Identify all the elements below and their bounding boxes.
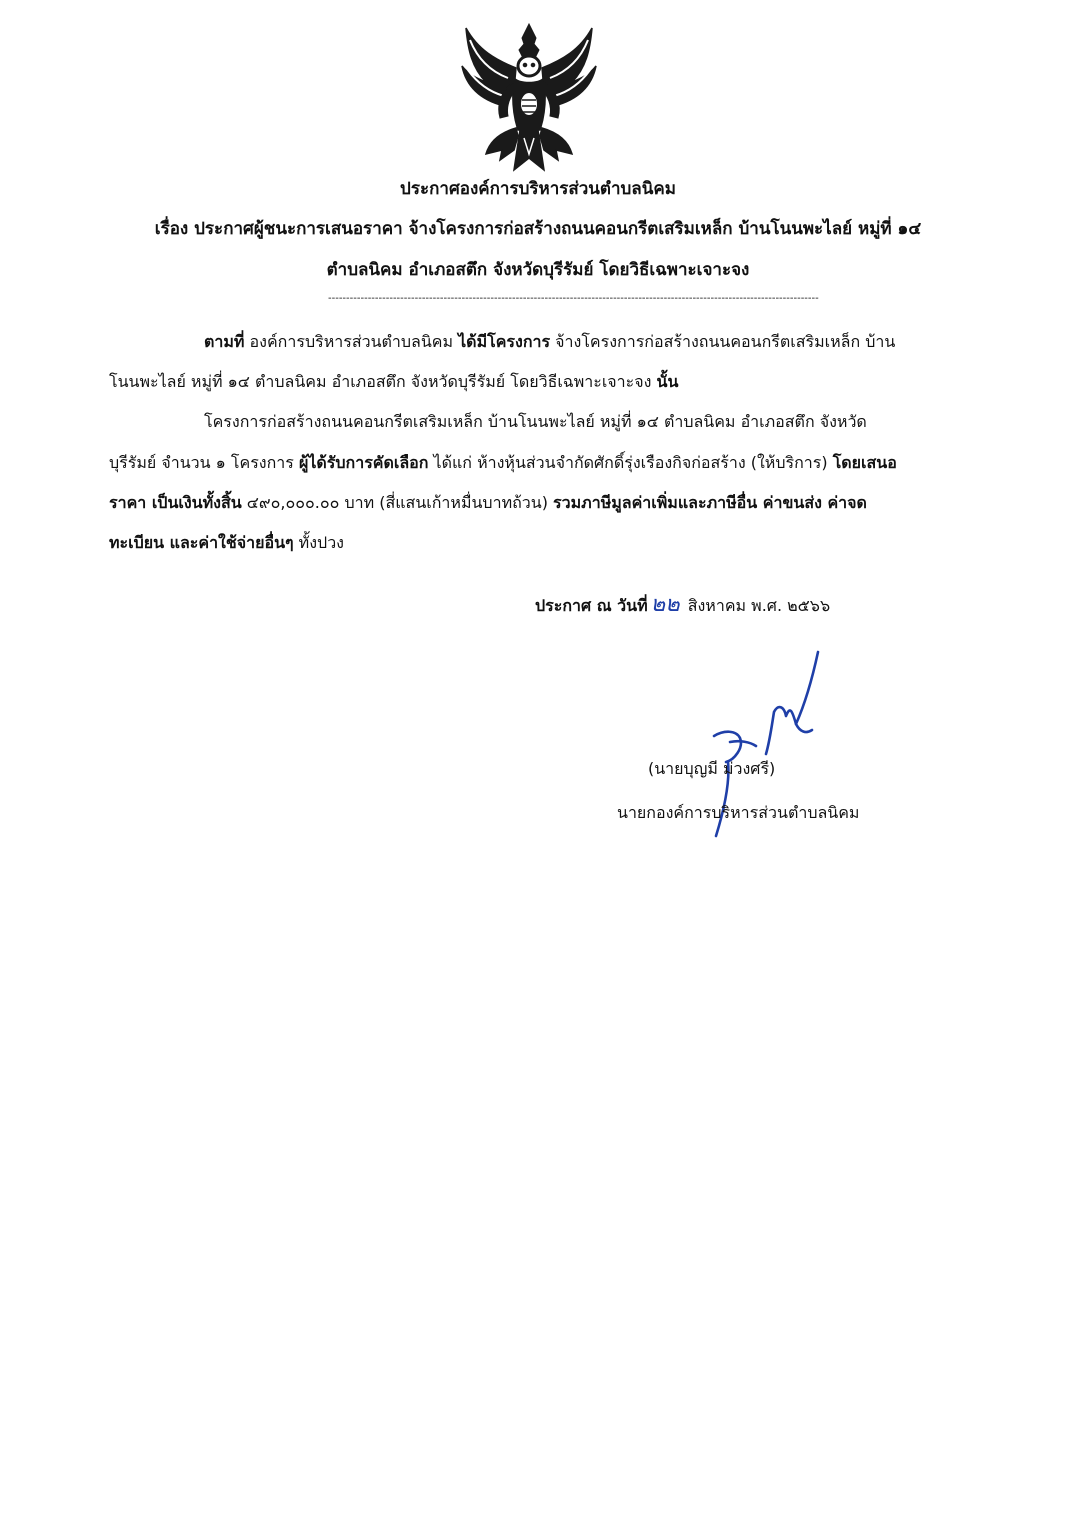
text-phrase: ทั้งปวง [293, 533, 344, 552]
paragraph-2-line-3 [109, 491, 867, 515]
subject-line-1: เรื่อง ประกาศผู้ชนะการเสนอราคา จ้างโครงการก่อสร้างถนนคอนกรีตเสริมเหล็ก บ้านโนนพะไลย์ หมู่ที่ ๑๔ [154, 219, 922, 239]
signatory-name: (นายบุญมี ม่วงศรี) [648, 759, 776, 778]
bold-phrase: รวมภาษีมูลค่าเพิ่มและภาษีอื่น ค่าขนส่ง ค่าจด [553, 493, 867, 512]
bold-phrase: ผู้ได้รับการคัดเลือก [298, 453, 429, 472]
date-day-handwritten: ๒๒ [650, 592, 680, 617]
date-suffix: สิงหาคม พ.ศ. ๒๕๖๖ [682, 596, 831, 615]
bold-phrase: โดยเสนอ [832, 453, 897, 472]
text-phrase: ๔๙๐,๐๐๐.๐๐ บาท (สี่แสนเก้าหมื่นบาทถ้วน) [241, 493, 554, 512]
date-prefix: ประกาศ ณ วันที่ [535, 596, 648, 615]
text-phrase: โนนพะไลย์ หมู่ที่ ๑๔ ตำบลนิคม อำเภอสตึก จังหวัดบุรีรัมย์ โดยวิธีเฉพาะเจาะจง [109, 372, 657, 391]
bold-phrase: ตามที่ [204, 332, 245, 351]
bold-phrase: ราคา เป็นเงินทั้งสิ้น [109, 493, 242, 512]
paragraph-2-line-1: โครงการก่อสร้างถนนคอนกรีตเสริมเหล็ก บ้านโนนพะไลย์ หมู่ที่ ๑๔ ตำบลนิคม อำเภอสตึก จังหวัด [204, 412, 867, 431]
text-phrase: ได้แก่ ห้างหุ้นส่วนจำกัดศักดิ์รุ่งเรืองกิจก่อสร้าง (ให้บริการ) [428, 453, 833, 472]
paragraph-2-line-4 [109, 531, 344, 555]
paragraph-2-line-2 [109, 451, 897, 475]
bold-phrase: นั้น [656, 372, 679, 391]
paragraph-1-line-2 [109, 370, 678, 394]
bold-phrase: ทะเบียน และค่าใช้จ่ายอื่นๆ [109, 533, 294, 552]
bold-phrase: ได้มีโครงการ [458, 332, 551, 351]
subject-line-2: ตำบลนิคม อำเภอสตึก จังหวัดบุรีรัมย์ โดยวิธีเฉพาะเจาะจง [326, 260, 750, 280]
paragraph-1-line-1 [204, 330, 895, 354]
announcement-title: ประกาศองค์การบริหารส่วนตำบลนิคม [400, 179, 676, 199]
divider-rule: ---------------------------------------------------------------------------------------------------------------------------------------- [328, 293, 819, 304]
text-phrase: จ้างโครงการก่อสร้างถนนคอนกรีตเสริมเหล็ก บ้าน [550, 332, 896, 351]
garuda-emblem-icon [456, 20, 602, 176]
text-phrase: องค์การบริหารส่วนตำบลนิคม [244, 332, 459, 351]
signatory-position: นายกองค์การบริหารส่วนตำบลนิคม [617, 803, 860, 822]
text-phrase: บุรีรัมย์ จำนวน ๑ โครงการ [109, 453, 299, 472]
announcement-date [535, 593, 830, 618]
